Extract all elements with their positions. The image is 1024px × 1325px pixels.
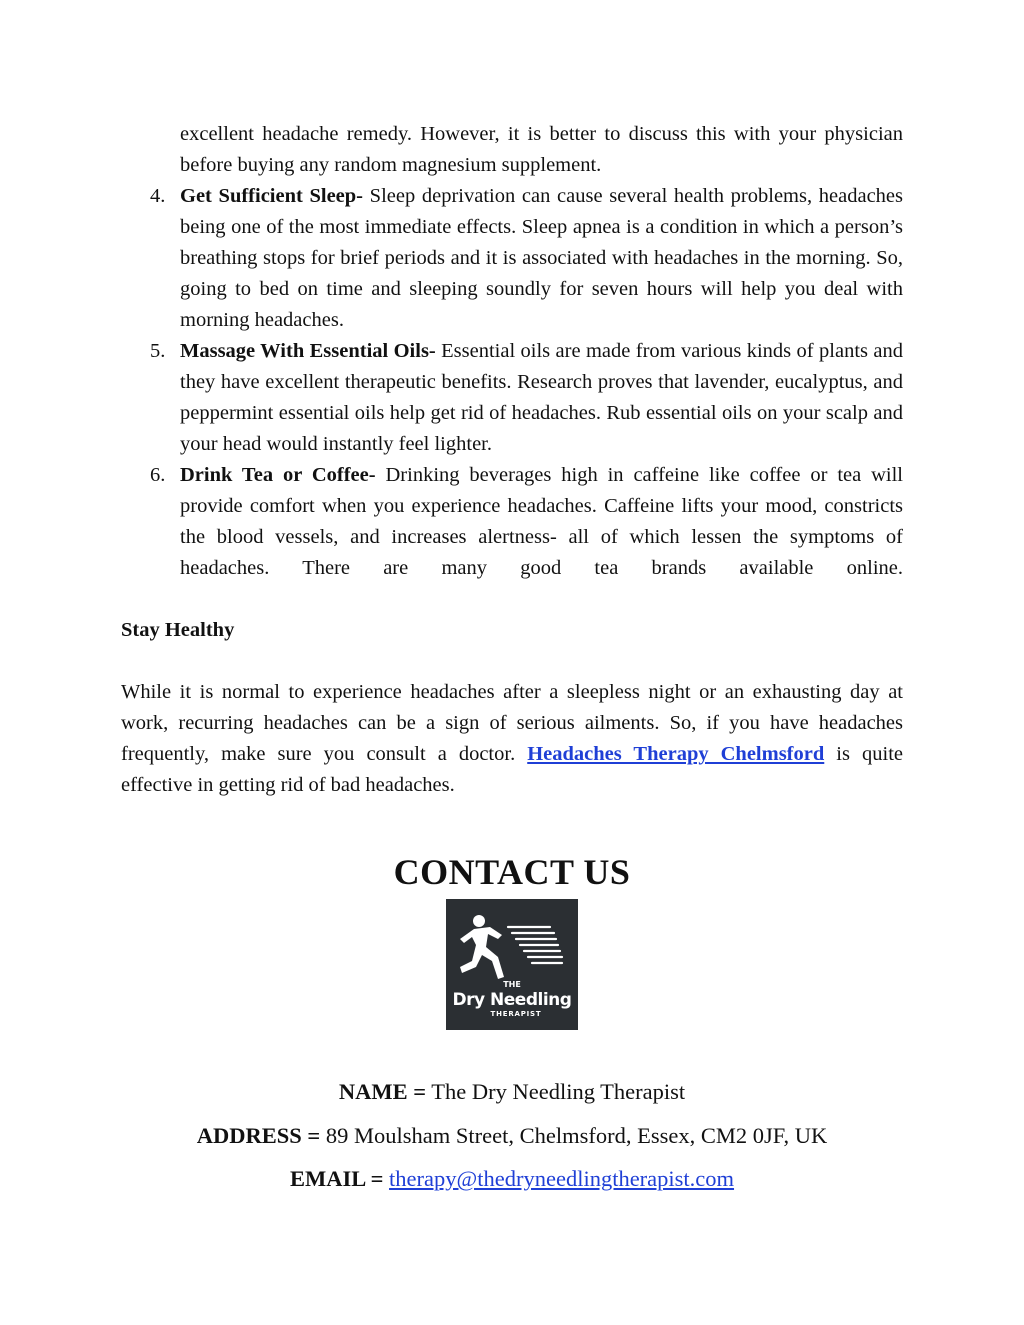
name-value: The Dry Needling Therapist: [426, 1079, 686, 1104]
address-value: 89 Moulsham Street, Chelmsford, Essex, CM2 0JF, UK: [320, 1123, 828, 1148]
list-item-lead: Get Sufficient Sleep-: [180, 185, 363, 207]
list-item-text: Sleep deprivation can cause several health problems, headaches being one of the most immediate effects. Sleep apnea is a condition in which a person’s breathing stops for brief periods and it is associated with headaches in the morning. So, going to bed on time and sleeping soundly for seven hours will help you deal with morning headaches.: [180, 185, 903, 331]
list-item-lead: Drink Tea or Coffee-: [180, 464, 376, 486]
list-number: 6.: [150, 464, 166, 486]
contact-email-line: [0, 1164, 1024, 1194]
remedies-list: [0, 181, 903, 584]
list-item-text: Essential oils are made from various kinds of plants and they have excellent therapeutic benefits. Research proves that lavender, eucalyptus, and peppermint essential oils help get rid of headaches. Rub essential oils on your scalp and your head would instantly feel lighter.: [180, 340, 903, 455]
intro-continuation: excellent headache remedy. However, it is better to discuss this with your physician before buying any random magnesium supplement.: [180, 123, 903, 176]
logo-line-2: Dry Needling: [452, 990, 572, 1010]
list-item-text: Drinking beverages high in caffeine like coffee or tea will provide comfort when you experience headaches. Caffeine lifts your mood, constricts the blood vessels, and increases alertness- all of which lessen the symptoms of headaches. There are many good tea brands available online.: [180, 464, 904, 579]
email-label: EMAIL =: [289, 1166, 384, 1191]
contact-name-line: [0, 1077, 1024, 1107]
address-label: ADDRESS =: [196, 1123, 321, 1148]
contact-heading: CONTACT US: [393, 852, 631, 892]
company-logo: [446, 899, 578, 1030]
list-item: [0, 460, 903, 584]
list-item: [0, 336, 903, 460]
headaches-therapy-link[interactable]: Headaches Therapy Chelmsford: [527, 743, 825, 765]
contact-address-line: [0, 1121, 1024, 1151]
list-number: 4.: [150, 185, 166, 207]
paragraph-text-end: is quite effective in getting rid of bad headaches.: [121, 743, 903, 796]
list-item: [0, 181, 903, 336]
section-heading: Stay Healthy: [121, 619, 235, 641]
list-item-lead: Massage With Essential Oils-: [180, 340, 436, 362]
name-label: NAME =: [338, 1079, 427, 1104]
list-number: 5.: [150, 340, 166, 362]
logo-line-1: THE: [503, 980, 521, 989]
email-link[interactable]: therapy@thedryneedlingtherapist.com: [389, 1166, 735, 1191]
logo-line-3: THERAPIST: [490, 1010, 542, 1018]
paragraph-text: While it is normal to experience headaches after a sleepless night or an exhausting day at work, recurring headaches can be a sign of serious ailments. So, if you have headaches frequently, make sure you consult a doctor.: [121, 681, 903, 765]
running-man-logo-icon: [446, 899, 578, 1030]
section-paragraph: [121, 677, 903, 801]
